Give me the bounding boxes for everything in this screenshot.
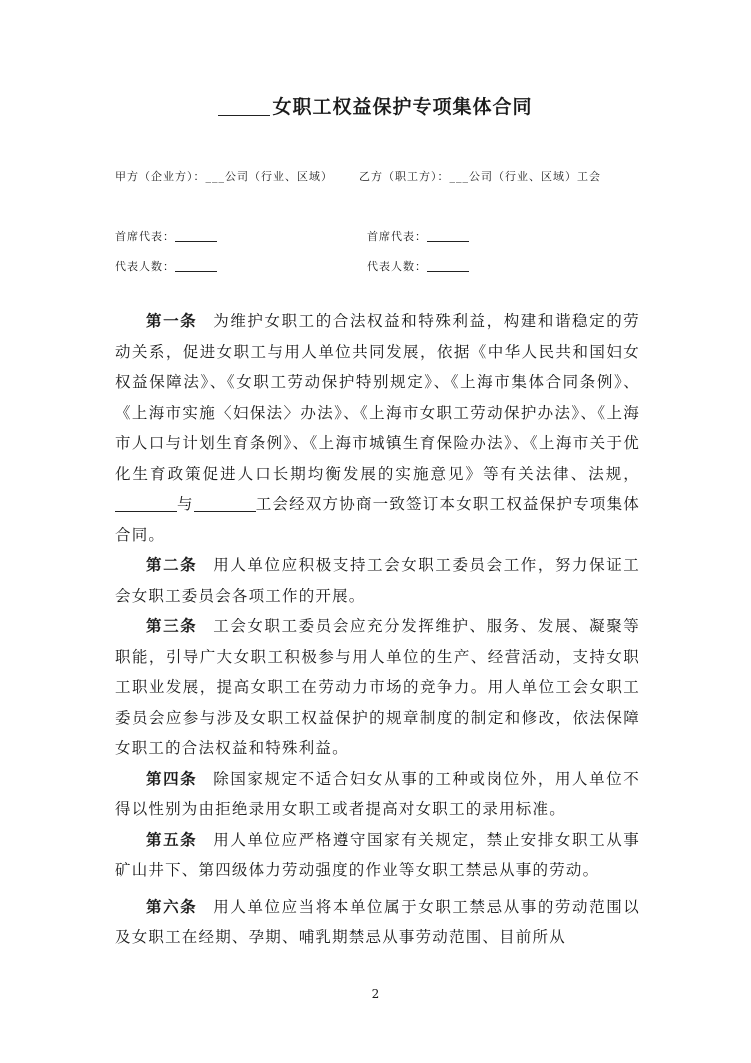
article-5 bbox=[115, 825, 640, 886]
article-text: 用人单位应当将本单位属于女职工禁忌从事的劳动范围以及女职工在经期、孕期、哺乳期禁忌从事劳动范围、目前所从 bbox=[115, 897, 640, 946]
page-number: 2 bbox=[371, 987, 380, 1001]
party-a: 甲方（企业方）：___公司（行业、区域） bbox=[115, 170, 333, 183]
rep-label: 首席代表： bbox=[367, 230, 427, 243]
title-text: 女职工权益保护专项集体合同 bbox=[272, 96, 533, 118]
parties-line bbox=[115, 160, 640, 194]
article-label: 第三条 bbox=[146, 617, 198, 635]
party-a-rep-count bbox=[115, 258, 217, 274]
blank-line bbox=[194, 495, 256, 512]
party-b: 乙方（职工方）：___公司（行业、区域）工会 bbox=[359, 170, 601, 183]
article-2 bbox=[115, 550, 640, 611]
article-text: 除国家规定不适合妇女从事的工种或岗位外，用人单位不得以性别为由拒绝录用女职工或者提高对女职工的录用标准。 bbox=[115, 769, 640, 818]
party-a-chief-rep bbox=[115, 228, 217, 244]
rep-label: 首席代表： bbox=[115, 230, 175, 243]
article-text: 与 bbox=[177, 495, 194, 513]
rep-blank-line bbox=[175, 259, 217, 272]
article-label: 第六条 bbox=[146, 897, 198, 916]
article-label: 第一条 bbox=[146, 312, 198, 330]
contract-body bbox=[115, 306, 640, 953]
rep-label: 代表人数： bbox=[367, 260, 427, 273]
article-1 bbox=[115, 306, 640, 550]
party-b-rep-count bbox=[367, 258, 469, 274]
article-text: 工会经双方协商一致签订本女职工权益保护专项集体合同。 bbox=[115, 495, 640, 544]
article-3 bbox=[115, 611, 640, 764]
article-text: 用人单位应积极支持工会女职工委员会工作，努力保证工会女职工委员会各项工作的开展。 bbox=[115, 556, 640, 605]
article-4 bbox=[115, 764, 640, 825]
article-6 bbox=[115, 892, 640, 953]
rep-blank-line bbox=[427, 229, 469, 242]
article-label: 第四条 bbox=[146, 769, 198, 788]
article-label: 第二条 bbox=[146, 556, 198, 574]
document-title bbox=[0, 92, 751, 119]
article-text: 为维护女职工的合法权益和特殊利益，构建和谐稳定的劳动关系，促进女职工与用人单位共同发展，依据《中华人民共和国妇女权益保障法》、《女职工劳动保护特别规定》、《上海市集体合同条例》、《上海市实施〈妇保法〉办法》、《上海市女职工劳动保护办法》、《上海市人口与计划生育条例》、《上海市城镇生育保险办法》、《上海市关于优化生育政策促进人口长期均衡发展的实施意见》等有关法律、法规， bbox=[115, 312, 640, 483]
rep-blank-line bbox=[175, 229, 217, 242]
article-text: 工会女职工委员会应充分发挥维护、服务、发展、凝聚等职能，引导广大女职工积极参与用人单位的生产、经营活动，支持女职工职业发展，提高女职工在劳动力市场的竞争力。用人单位工会女职工委员会应参与涉及女职工权益保护的规章制度的制定和修改，依法保障女职工的合法权益和特殊利益。 bbox=[115, 617, 640, 757]
party-b-chief-rep bbox=[367, 228, 469, 244]
blank-line bbox=[115, 495, 177, 512]
rep-label: 代表人数： bbox=[115, 260, 175, 273]
title-blank-line bbox=[218, 97, 270, 116]
article-text: 用人单位应严格遵守国家有关规定，禁止安排女职工从事矿山井下、第四级体力劳动强度的作业等女职工禁忌从事的劳动。 bbox=[115, 830, 640, 879]
rep-blank-line bbox=[427, 259, 469, 272]
article-label: 第五条 bbox=[146, 830, 198, 849]
